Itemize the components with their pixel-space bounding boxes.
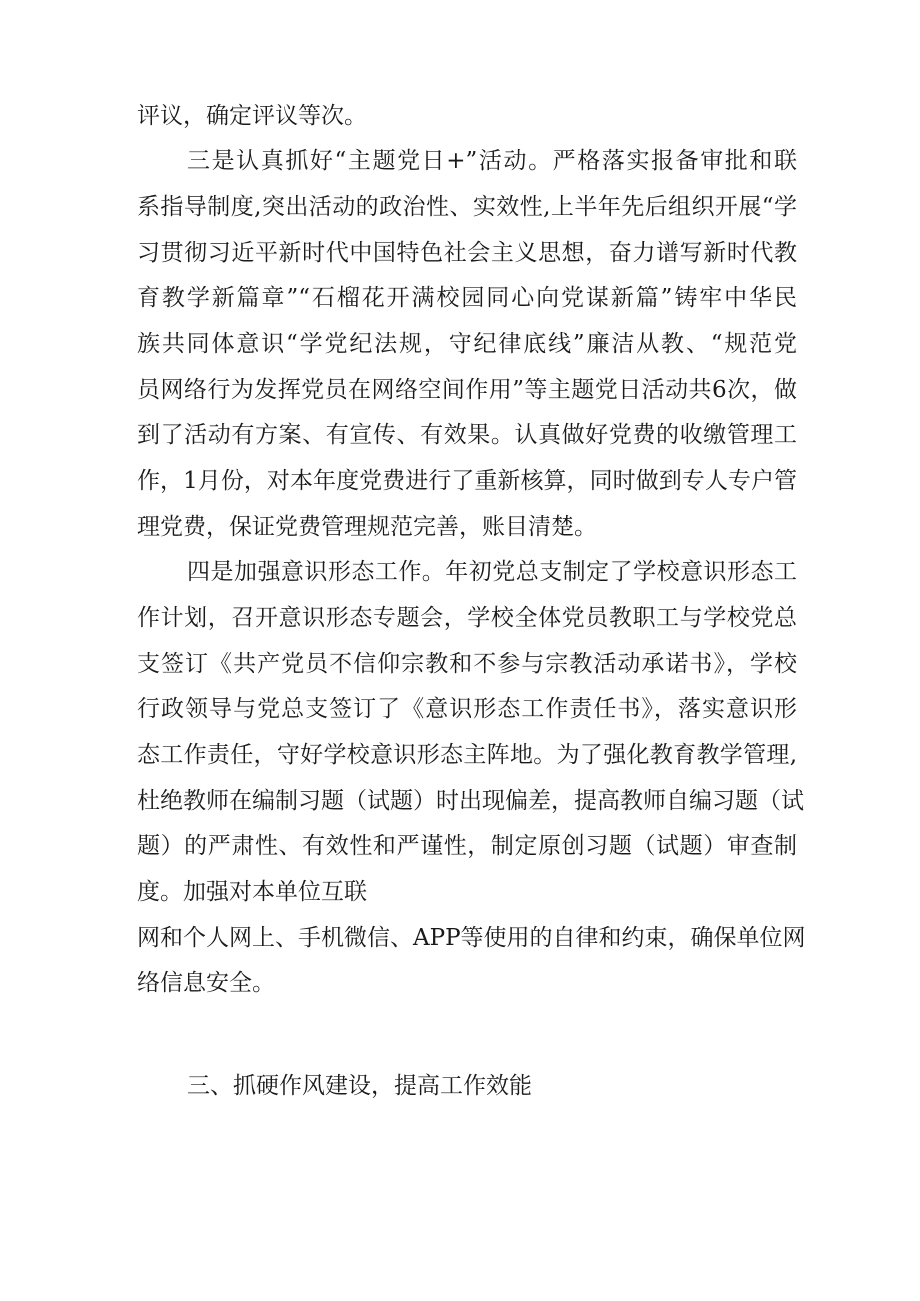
paragraph-line: 四是加强意识形态工作。年初党总支制定了学校意识形态工 (187, 559, 797, 585)
paragraph-line: 族共同体意识“学党纪法规，守纪律底线”廉洁从教、“规范党 (137, 331, 797, 357)
paragraph-line: 到了活动有方案、有宣传、有效果。认真做好党费的收缴管理工 (137, 422, 797, 448)
paragraph-line: 三是认真抓好“主题党日+”活动。严格落实报备审批和联 (187, 148, 797, 174)
paragraph-line: 系指导制度,突出活动的政治性、实效性,上半年先后组织开展“学 (137, 194, 797, 220)
paragraph-line: 态工作责任，守好学校意识形态主阵地。为了强化教育教学管理, (137, 742, 797, 768)
paragraph-line: 习贯彻习近平新时代中国特色社会主义思想，奋力谱写新时代教 (137, 240, 797, 266)
paragraph-line: 络信息安全。 (137, 970, 275, 996)
paragraph-line: 员网络行为发挥党员在网络空间作用”等主题党日活动共6次，做 (137, 377, 797, 403)
paragraph-line: 理党费，保证党费管理规范完善，账目清楚。 (137, 514, 597, 540)
paragraph-line: 行政领导与党总支签订了《意识形态工作责任书》，落实意识形 (137, 696, 797, 722)
paragraph-line: 度。加强对本单位互联 (137, 879, 367, 905)
paragraph-line: 作计划，召开意识形态专题会，学校全体党员教职工与学校党总 (137, 605, 797, 631)
paragraph-line: 评议，确定评议等次。 (137, 103, 367, 129)
section-heading: 三、抓硬作风建设，提高工作效能 (187, 1073, 532, 1099)
paragraph-line: 作，1月份，对本年度党费进行了重新核算，同时做到专人专户管 (137, 468, 797, 494)
paragraph-line: 网和个人网上、手机微信、APP等使用的自律和约束，确保单位网 (137, 925, 806, 951)
paragraph-line: 题）的严肃性、有效性和严谨性，制定原创习题（试题）审查制 (137, 833, 797, 859)
paragraph-line: 育教学新篇章”“石榴花开满校园同心向党谋新篇”铸牢中华民 (137, 285, 797, 311)
paragraph-line: 杜绝教师在编制习题（试题）时出现偏差，提高教师自编习题（试 (137, 788, 804, 814)
paragraph-line: 支签订《共产党员不信仰宗教和不参与宗教活动承诺书》，学校 (137, 651, 797, 677)
